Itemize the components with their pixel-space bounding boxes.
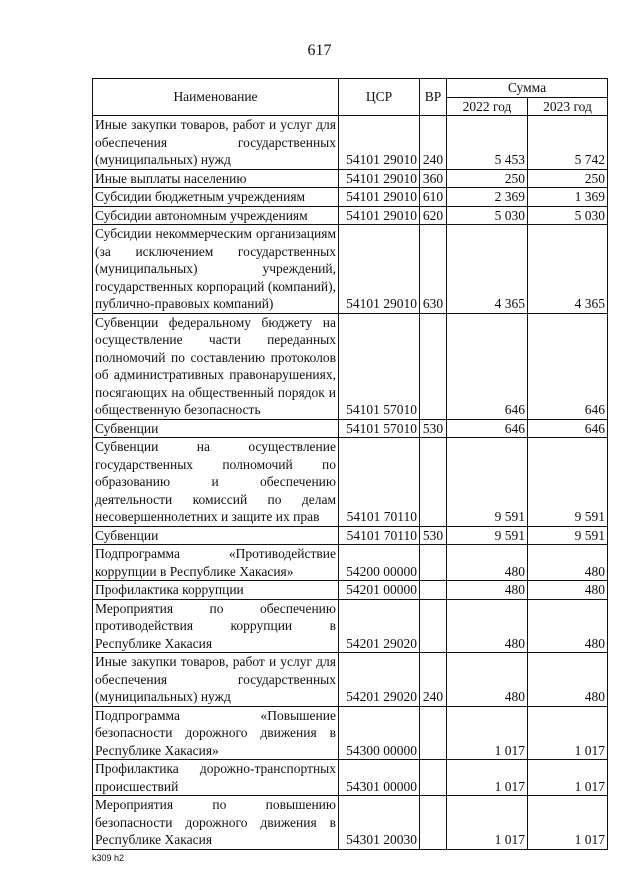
budget-table xyxy=(92,78,608,850)
row-vr-cell xyxy=(420,438,447,527)
row-name-cell: Субсидии некоммерческим организациям (за исключением государственных (муниципальных) учреждений, государственных корпораций (компаний), публично-правовых компаний) xyxy=(93,225,339,314)
table-row xyxy=(93,419,608,438)
row-csr-cell: 54301 20030 xyxy=(339,796,420,850)
row-2023-cell: 1 017 xyxy=(528,706,608,760)
row-2022-cell: 250 xyxy=(447,169,528,188)
row-2023-cell: 1 017 xyxy=(528,796,608,850)
row-2023-cell: 1 017 xyxy=(528,760,608,796)
table-row xyxy=(93,438,608,527)
row-2022-cell: 646 xyxy=(447,313,528,419)
row-2023-cell: 5 030 xyxy=(528,206,608,225)
row-csr-cell: 54101 29010 xyxy=(339,206,420,225)
table-row xyxy=(93,313,608,419)
table-row xyxy=(93,225,608,314)
row-2023-cell: 4 365 xyxy=(528,225,608,314)
row-2023-cell: 9 591 xyxy=(528,526,608,545)
row-2023-cell: 9 591 xyxy=(528,438,608,527)
table-row xyxy=(93,526,608,545)
row-2022-cell: 480 xyxy=(447,545,528,581)
row-2022-cell: 1 017 xyxy=(447,706,528,760)
row-name-cell: Субвенции xyxy=(93,419,339,438)
row-vr-cell xyxy=(420,760,447,796)
row-name-cell: Мероприятия по повышению безопасности дорожного движения в Республике Хакасия xyxy=(93,796,339,850)
row-2023-cell: 1 369 xyxy=(528,188,608,207)
row-2022-cell: 2 369 xyxy=(447,188,528,207)
row-2022-cell: 1 017 xyxy=(447,796,528,850)
header-year-2022: 2022 год xyxy=(447,97,528,116)
header-year-2023: 2023 год xyxy=(528,97,608,116)
row-vr-cell: 530 xyxy=(420,419,447,438)
page-number: 617 xyxy=(307,42,332,59)
header-name: Наименование xyxy=(93,79,339,116)
row-name-cell: Профилактика дорожно-транспортных происшествий xyxy=(93,760,339,796)
row-name-cell: Профилактика коррупции xyxy=(93,581,339,600)
footer-code: k309 h2 xyxy=(92,853,125,863)
row-2022-cell: 480 xyxy=(447,599,528,653)
row-2023-cell: 5 742 xyxy=(528,116,608,170)
row-2023-cell: 480 xyxy=(528,545,608,581)
row-vr-cell: 360 xyxy=(420,169,447,188)
row-csr-cell: 54201 29020 xyxy=(339,653,420,707)
row-vr-cell xyxy=(420,581,447,600)
row-2022-cell: 4 365 xyxy=(447,225,528,314)
table-row xyxy=(93,796,608,850)
row-vr-cell xyxy=(420,796,447,850)
row-2023-cell: 646 xyxy=(528,419,608,438)
table-body xyxy=(93,116,608,850)
row-vr-cell: 610 xyxy=(420,188,447,207)
header-csr: ЦСР xyxy=(339,79,420,116)
header-vr: ВР xyxy=(420,79,447,116)
header-sum: Сумма xyxy=(447,79,608,98)
row-2023-cell: 480 xyxy=(528,581,608,600)
row-2022-cell: 646 xyxy=(447,419,528,438)
row-2023-cell: 480 xyxy=(528,653,608,707)
table-row xyxy=(93,581,608,600)
row-name-cell: Субсидии бюджетным учреждениям xyxy=(93,188,339,207)
table-row xyxy=(93,599,608,653)
row-vr-cell: 530 xyxy=(420,526,447,545)
row-csr-cell: 54301 00000 xyxy=(339,760,420,796)
row-csr-cell: 54201 00000 xyxy=(339,581,420,600)
row-csr-cell: 54101 57010 xyxy=(339,419,420,438)
row-2022-cell: 480 xyxy=(447,581,528,600)
row-csr-cell: 54300 00000 xyxy=(339,706,420,760)
table-row xyxy=(93,116,608,170)
row-csr-cell: 54101 29010 xyxy=(339,169,420,188)
row-2023-cell: 250 xyxy=(528,169,608,188)
row-name-cell: Иные выплаты населению xyxy=(93,169,339,188)
table-row xyxy=(93,206,608,225)
row-2022-cell: 5 030 xyxy=(447,206,528,225)
row-2023-cell: 480 xyxy=(528,599,608,653)
row-csr-cell: 54201 29020 xyxy=(339,599,420,653)
row-2022-cell: 9 591 xyxy=(447,526,528,545)
row-name-cell: Иные закупки товаров, работ и услуг для обеспечения государственных (муниципальных) нужд xyxy=(93,116,339,170)
table-row xyxy=(93,545,608,581)
row-vr-cell: 240 xyxy=(420,116,447,170)
row-2022-cell: 1 017 xyxy=(447,760,528,796)
row-vr-cell xyxy=(420,545,447,581)
row-name-cell: Иные закупки товаров, работ и услуг для обеспечения государственных (муниципальных) нужд xyxy=(93,653,339,707)
row-name-cell: Субвенции федеральному бюджету на осуществление части переданных полномочий по составлению протоколов об административных правонарушениях, посягающих на общественный порядок и общественную безопасность xyxy=(93,313,339,419)
row-name-cell: Подпрограмма «Противодействие коррупции в Республике Хакасия» xyxy=(93,545,339,581)
row-vr-cell xyxy=(420,313,447,419)
row-name-cell: Субвенции на осуществление государственных полномочий по образованию и обеспечению деятельности комиссий по делам несовершеннолетних и защите их прав xyxy=(93,438,339,527)
row-csr-cell: 54101 29010 xyxy=(339,188,420,207)
row-name-cell: Субсидии автономным учреждениям xyxy=(93,206,339,225)
row-csr-cell: 54101 70110 xyxy=(339,526,420,545)
row-csr-cell: 54101 29010 xyxy=(339,225,420,314)
table-row xyxy=(93,706,608,760)
row-2022-cell: 5 453 xyxy=(447,116,528,170)
row-csr-cell: 54200 00000 xyxy=(339,545,420,581)
row-2023-cell: 646 xyxy=(528,313,608,419)
row-2022-cell: 9 591 xyxy=(447,438,528,527)
row-csr-cell: 54101 29010 xyxy=(339,116,420,170)
row-vr-cell: 240 xyxy=(420,653,447,707)
row-vr-cell xyxy=(420,706,447,760)
row-vr-cell xyxy=(420,599,447,653)
row-2022-cell: 480 xyxy=(447,653,528,707)
table-row xyxy=(93,188,608,207)
row-name-cell: Мероприятия по обеспечению противодействия коррупции в Республике Хакасия xyxy=(93,599,339,653)
row-name-cell: Субвенции xyxy=(93,526,339,545)
table-row xyxy=(93,169,608,188)
row-csr-cell: 54101 57010 xyxy=(339,313,420,419)
row-vr-cell: 630 xyxy=(420,225,447,314)
row-vr-cell: 620 xyxy=(420,206,447,225)
table-row xyxy=(93,653,608,707)
row-csr-cell: 54101 70110 xyxy=(339,438,420,527)
table-row xyxy=(93,760,608,796)
row-name-cell: Подпрограмма «Повышение безопасности дорожного движения в Республике Хакасия» xyxy=(93,706,339,760)
